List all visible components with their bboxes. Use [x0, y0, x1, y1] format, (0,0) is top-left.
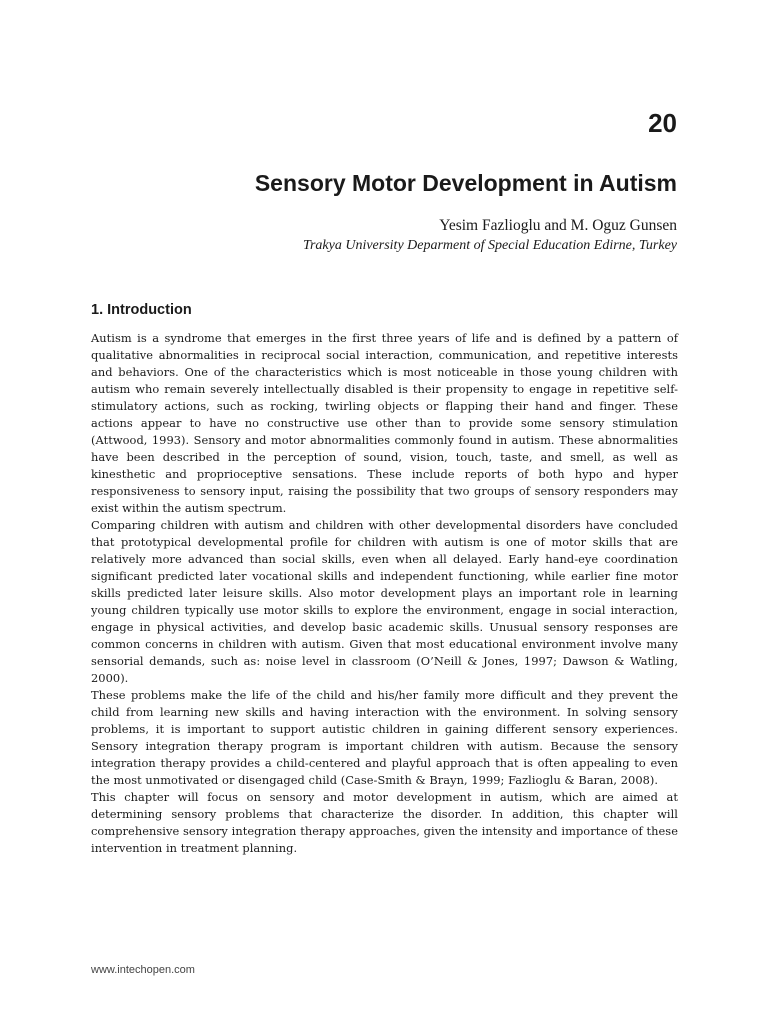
- paragraph-1: Autism is a syndrome that emerges in the first three years of life and is defined by a pattern of qualitative abnormalities in reciprocal social interaction, communication, and repetitive interests and behaviors. One of the characteristics which is most noticeable in those young children with autism who remain severely intellectually disabled is their propensity to engage in repetitive self-stimulatory actions, such as rocking, twirling objects or flapping their hand and finger. These actions appear to have no constructive use other than to provide some sensory stimulation (Attwood, 1993). Sensory and motor abnormalities commonly found in autism. These abnormalities have been described in the perception of sound, vision, touch, taste, and smell, as well as kinesthetic and proprioceptive sensations. These include reports of both hypo and hyper responsiveness to sensory input, raising the possibility that two groups of sensory responders may exist within the autism spectrum.: [91, 331, 678, 515]
- chapter-number: 20: [648, 108, 677, 138]
- chapter-authors: Yesim Fazlioglu and M. Oguz Gunsen: [439, 217, 677, 234]
- introduction-body: [91, 330, 678, 857]
- paragraph-3: These problems make the life of the child and his/her family more difficult and they prevent the child from learning new skills and having interaction with the environment. In solving sensory problems, it is important to support autistic children in gaining different sensory experiences. Sensory integration therapy program is important children with autism. Because the sensory integration therapy provides a child-centered and playful approach that is often appealing to even the most unmotivated or disengaged child (Case-Smith & Brayn, 1999; Fazlioglu & Baran, 2008).: [91, 688, 678, 787]
- section-heading-introduction: 1. Introduction: [91, 302, 192, 318]
- author-affiliation: Trakya University Deparment of Special Education Edirne, Turkey: [302, 238, 677, 253]
- paragraph-4: This chapter will focus on sensory and motor development in autism, which are aimed at determining sensory problems that characterize the disorder. In addition, this chapter will comprehensive sensory integration therapy approaches, given the intensity and importance of these intervention in treatment planning.: [91, 790, 678, 855]
- footer-url: www.intechopen.com: [91, 964, 195, 976]
- chapter-title: Sensory Motor Development in Autism: [254, 170, 677, 196]
- paragraph-2: Comparing children with autism and children with other developmental disorders have concluded that prototypical developmental profile for children with autism is one of motor skills that are relatively more advanced than social skills, even when all delayed. Early hand-eye coordination significant predicted later vocational skills and independent functioning, while earlier fine motor skills predicted later leisure skills. Also motor development plays an important role in learning young children typically use motor skills to explore the environment, engage in social interaction, engage in physical activities, and develop basic academic skills. Unusual sensory responses are common concerns in children with autism. Given that most educational environment involve many sensorial demands, such as: noise level in classroom (O’Neill & Jones, 1997; Dawson & Watling, 2000).: [91, 518, 678, 685]
